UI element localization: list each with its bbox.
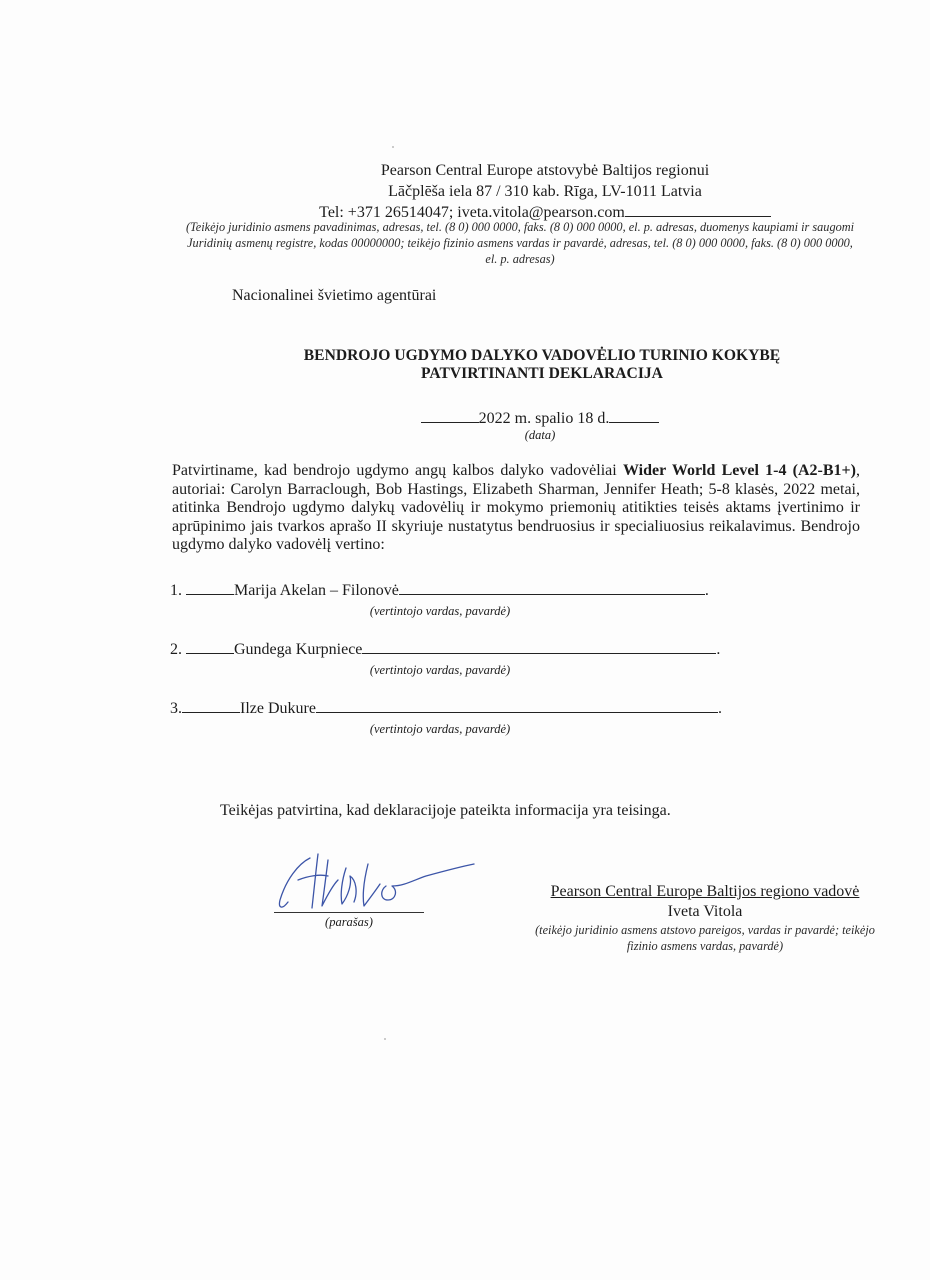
reviewer-number: 1. — [170, 582, 182, 599]
date-line — [360, 408, 720, 428]
reviewer-number: 2. — [170, 641, 182, 658]
fill-line — [186, 580, 234, 595]
reviewer-caption: (vertintojo vardas, pavardė) — [369, 722, 511, 736]
reviewer-caption: (vertintojo vardas, pavardė) — [369, 604, 511, 618]
sender-name: Pearson Central Europe atstovybė Baltijos regionui — [380, 162, 710, 179]
signer-block — [530, 882, 880, 922]
reviewer-name: Ilze Dukure — [240, 700, 316, 717]
handwritten-signature — [268, 850, 478, 920]
fill-line — [316, 698, 718, 713]
signature-caption: (parašas) — [325, 915, 373, 929]
reviewer-line: 3. Ilze Dukure . — [170, 700, 722, 717]
signer-role: Pearson Central Europe Baltijos regiono vadovė — [550, 883, 860, 900]
scan-speck — [392, 146, 394, 148]
confirmation-text: Teikėjas patvirtina, kad deklaracijoje pateikta informacija yra teisinga. — [220, 802, 671, 819]
sender-note: (Teikėjo juridinio asmens pavadinimas, adresas, tel. (8 0) 000 0000, faks. (8 0) 000 0000, el. p. adresas, duomenys kaupiami ir saugomi Juridinių asmenų registre, kodas 00000000; teikėjo fizinio asmens vardas ir pavardė, adresas, tel. (8 0) 000 0000, faks. (8 0) 000 0000, el. p. adresas) — [185, 220, 855, 266]
title-line-1: BENDROJO UGDYMO DALYKO VADOVĖLIO TURINIO KOKYBĘ — [303, 347, 781, 364]
fill-line — [362, 639, 716, 654]
signer-name: Iveta Vitola — [667, 903, 743, 920]
signature-line — [274, 912, 424, 913]
scan-speck — [384, 1038, 386, 1040]
date-caption: (data) — [524, 428, 556, 442]
reviewer-name: Gundega Kurpniece — [234, 641, 363, 658]
sender-address: Lāčplēša iela 87 / 310 kab. Rīga, LV-1011 Latvia — [388, 183, 702, 200]
fill-line — [399, 580, 705, 595]
declaration-title — [230, 347, 854, 383]
sender-block — [0, 160, 930, 223]
declaration-body — [172, 462, 860, 555]
fill-line — [625, 202, 771, 217]
date-fill-left — [421, 408, 479, 423]
body-text-1: Patvirtiname, kad bendrojo ugdymo angų kalbos dalyko vadovėliai — [172, 462, 623, 479]
date-value: 2022 m. spalio 18 d. — [478, 410, 610, 427]
date-fill-right — [609, 408, 659, 423]
reviewer-number: 3. — [170, 700, 182, 717]
body-text-2: , autoriai: Carolyn Barraclough, Bob Hastings, Elizabeth Sharman, Jennifer Heath; 5-8 klasės, 2022 metai, atitinka Bendrojo ugdymo dalykų vadovėlių ir mokymo priemonių atitikties teisės aktams įvertinimo ir aprūpinimo jais tvarkos aprašo II skyriuje nustatytus bendruosius ir specialiuosius reikalavimus. Bendrojo ugdymo dalyko vadovėlį vertino: — [172, 462, 860, 553]
textbook-title: Wider World Level 1-4 (A2-B1+) — [622, 462, 856, 479]
fill-line — [186, 639, 234, 654]
reviewer-line: 1. Marija Akelan – Filonovė . — [170, 582, 709, 599]
reviewer-caption: (vertintojo vardas, pavardė) — [369, 663, 511, 677]
sender-phone-email: Tel: +371 26514047; iveta.vitola@pearson.com — [319, 204, 625, 221]
fill-line — [182, 698, 240, 713]
recipient: Nacionalinei švietimo agentūrai — [232, 287, 437, 304]
reviewer-line: 2. Gundega Kurpniece . — [170, 641, 721, 658]
title-line-2: PATVIRTINANTI DEKLARACIJA — [421, 365, 663, 382]
signer-note: (teikėjo juridinio asmens atstovo pareigos, vardas ir pavardė; teikėjo fizinio asmens vardas, pavardė) — [535, 923, 875, 953]
reviewer-name: Marija Akelan – Filonovė — [234, 582, 399, 599]
